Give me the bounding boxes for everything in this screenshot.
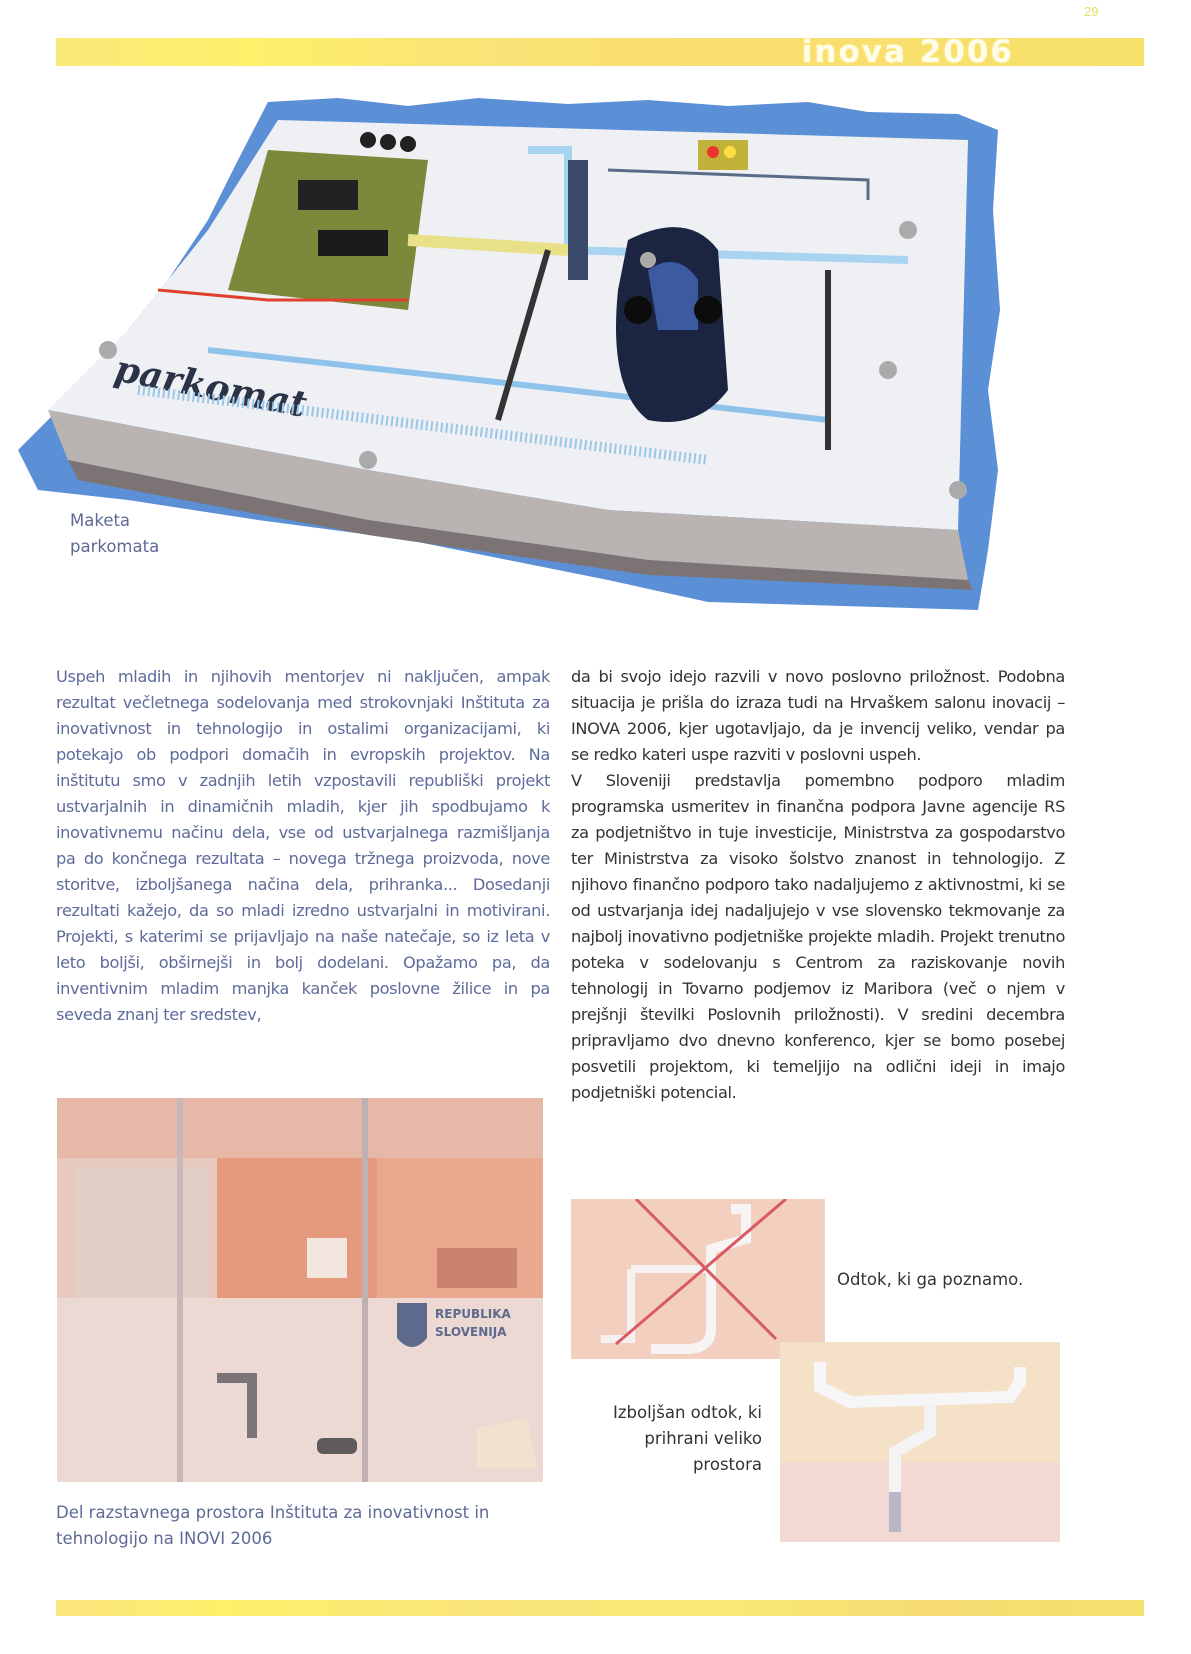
parkomat-caption bbox=[70, 508, 159, 560]
parkomat-caption-line1: Maketa bbox=[70, 508, 159, 534]
article-left-column bbox=[56, 664, 550, 1028]
improved-drain-photo bbox=[780, 1342, 1060, 1542]
old-drain-caption: Odtok, ki ga poznamo. bbox=[837, 1270, 1023, 1289]
parkomat-caption-line2: parkomata bbox=[70, 534, 159, 560]
article-paragraph: Uspeh mladih in njihovih mentorjev ni naključen, ampak rezultat večletnega sodelovanja med strokovnjaki Inštituta za inovativnost in tehnologijo in ostalimi organizacijami, ki potekajo ob podpori domačih in evropskih projektov. Na inštitutu smo v zadnjih letih vzpostavili republiški projekt ustvarjalnih in dinamičnih mladih, kjer jih spodbujamo k inovativnemu načinu dela, vse od ustvarjalnega razmišljanja pa do končnega rezultata – novega tržnega proizvoda, nove storitve, izboljšanega načina dela, prihranka... Dosedanji rezultati kažejo, da so mladi izredno ustvarjalni in motivirani. Projekti, s katerimi se prijavljajo na naše natečaje, so iz leta v leto boljši, obširnejši in bolj dodelani. Opažamo pa, da inventivnim mladim manjka kanček poslovne žilice in pa seveda znanj ter sredstev, bbox=[56, 664, 550, 1028]
sign-republika: REPUBLIKA bbox=[435, 1307, 512, 1321]
toy-car bbox=[616, 227, 728, 422]
article-paragraph: da bi svojo idejo razvili v novo poslovno priložnost. Podobna situacija je prišla do izraza tudi na Hrvaškem salonu inovacij – INOVA 2006, kjer ugotavljajo, da je invencij veliko, vendar pa se redko kateri uspe razviti v poslovni uspeh. bbox=[571, 664, 1065, 768]
board-label: parkomat bbox=[111, 348, 310, 426]
old-drain-photo bbox=[571, 1199, 825, 1359]
article-right-column bbox=[571, 664, 1065, 1106]
sign-slovenija: SLOVENIJA bbox=[435, 1325, 507, 1339]
improved-drain-caption: Izboljšan odtok, ki prihrani veliko prostora bbox=[600, 1400, 762, 1478]
exhibition-booth-photo bbox=[57, 1098, 543, 1482]
booth-caption: Del razstavnega prostora Inštituta za inovativnost in tehnologijo na INOVI 2006 bbox=[56, 1500, 576, 1552]
slovenia-coat-of-arms-icon bbox=[397, 1303, 427, 1347]
footer-bar bbox=[56, 1600, 1144, 1616]
brand-logo: inova 2006 bbox=[802, 34, 1014, 70]
page-number: 29 bbox=[1084, 4, 1098, 19]
header-bar bbox=[56, 38, 1144, 66]
article-paragraph: V Sloveniji predstavlja pomembno podporo mladim programska usmeritev in finančna podpora Javne agencije RS za podjetništvo in tuje investicije, Ministrstva za gospodarstvo ter Ministrstva za visoko šolstvo znanost in tehnologijo. Z njihovo finančno podporo tako nadaljujemo z aktivnostmi, ki se od ustvarjanja idej nadaljujejo v vse slovensko tekmovanje za najbolj inovativno podjetniške projekte mladih. Projekt trenutno poteka v sodelovanju s Centrom za raziskovanje novih tehnologij in Tovarno podjemov iz Maribora (več o njem v prejšnji številki Poslovnih priložnosti). V sredini decembra pripravljamo dvo dnevno konferenco, kjer se bomo posebej posvetili projektom, ki temeljijo na odlični ideji in imajo podjetniški potencial. bbox=[571, 768, 1065, 1106]
